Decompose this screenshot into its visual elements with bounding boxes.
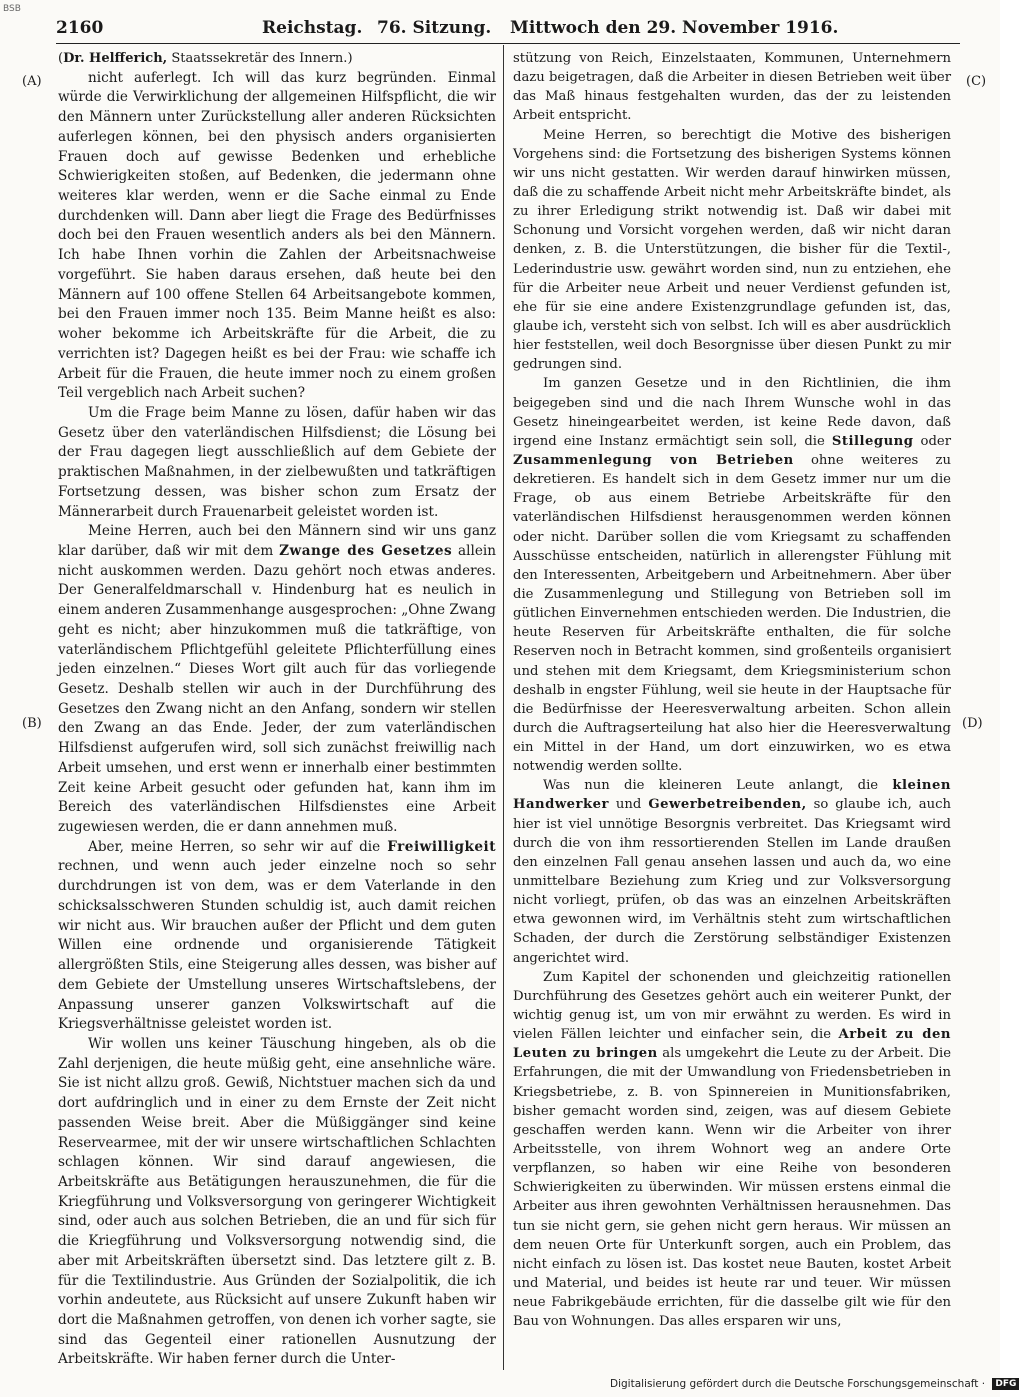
speaker-role: Staatssekretär des Innern.: [171, 51, 348, 66]
paragraph-text: Zum Kapitel der schonenden und gleichzeitig rationellen Durchführung des Gesetzes gehört auch ein weiterer Punkt, der wichtig genug ist, um von mir erwähnt zu werden. Es wird in vielen Fällen leichter und einfacher sein, die: [513, 969, 951, 1043]
emphasized-phrase: Gewerbetreibenden,: [648, 797, 807, 813]
paragraph-text: stützung von Reich, Einzelstaaten, Kommunen, Unternehmern dazu beigetragen, daß die Arbeiter in diesen Betrieben weit über das Maß hinaus festgehalten wurden, das der zu leistenden Arbeit entspricht.: [513, 51, 951, 124]
emphasized-phrase: Freiwilligkeit: [387, 838, 496, 855]
paragraph: [513, 374, 951, 776]
header-session: 76. Sitzung.: [377, 18, 492, 38]
emphasized-phrase: Arbeit zu den Leuten zu bringen: [513, 1027, 951, 1062]
paragraph-text: nicht auferlegt. Ich will das kurz begründen. Einmal würde die Verwirklichung der allgemeinen Hilfspflicht, die wir den Männern unter Zurückstellung aller anderen Rücksichten auferlegen können, bei den physisch anders organisierten Frauen doch auf gewisse Bedenken und erhebliche Schwierigkeiten stoßen, auf Bedenken, die jedermann ohne weiteres klar werden, wenn er die Sache einmal zu Ende durchdenken will. Dann aber liegt die Frage des Bedürfnisses doch bei den Frauen wesentlich anders als bei den Männern. Ich habe Ihnen vorhin die Zahlen der Arbeitsnachweise vorgeführt. Sie haben daraus ersehen, daß heute bei den Männern auf 100 offene Stellen 64 Arbeitsangebote kommen, bei den Frauen immer noch 135. Beim Manne heißt es also: woher bekomme ich Arbeitskräfte für die Arbeit, die zu verrichten ist? Dagegen heißt es bei der Frau: wie schaffe ich Arbeit für die Frauen, die heute immer noch zu einem großen Teil vergeblich nach Arbeit suchen?: [58, 69, 496, 402]
header-chamber: Reichstag.: [262, 18, 363, 38]
paragraph-text: ohne weiteres zu dekretieren. Es handelt sich in dem Gesetz immer nur um die Frage, ob aus einem Betriebe Arbeitskräfte für den vaterländischen Hilfsdienst herausgenommen werden können oder nicht. Darüber sollen die vom Kriegsamt zu schaffenden Ausschüsse entscheiden, natürlich in allerengster Fühlung mit den Interessenten, Arbeitgebern und Arbeitnehmern. Aber über die Zusammenlegung und Stillegung von Betrieben soll im gütlichen Einvernehmen entschieden werden. Die Industrien, die heute Reserven für Arbeitskräfte enthalten, die für solche Reserven noch in Betracht kommen, sind großenteils organisiert und stehen mit dem Kriegsamt, dem Kriegsministerium schon deshalb in engster Fühlung, weil sie heute in der Hauptsache für die Bedürfnisse der Heeresverwaltung arbeiten. Schon allein durch die Auftragserteilung hat also hier die Heeresverwaltung ein Mittel in der Hand, um dort einzuwirken, wo es etwa notwendig werden sollte.: [513, 452, 951, 775]
speaker-line: (Dr. Helfferich, Staatssekretär des Innern.): [58, 51, 353, 66]
paragraph: [58, 404, 496, 522]
column-divider: [503, 45, 504, 1370]
dfg-logo: DFG: [992, 1378, 1019, 1390]
margin-letter-b: (B): [22, 716, 42, 731]
paragraph-text: rechnen, und wenn auch jeder einzelne noch so sehr durchdrungen ist von dem, was er dem Vaterlande in den schicksalsschweren Stunden schuldig ist, auch damit reichen wir nicht aus. Wir brauchen außer der Pflicht und dem guten Willen eine ordnende und organisierende Tätigkeit allergrößten Stils, eine Steigerung alles dessen, was bisher auf dem Gebiete der Umstellung unseres Wirtschaftslebens, der Anpassung unserer ganzen Volkswirtschaft auf die Kriegsverhältnisse geleistet worden ist.: [58, 858, 496, 1033]
paragraph: [58, 522, 496, 838]
footer-credit: [610, 1378, 1019, 1390]
paragraph-text: Aber, meine Herren, so sehr wir auf die: [88, 838, 388, 855]
paragraph-text: oder: [913, 433, 951, 449]
emphasized-phrase: kleinen Handwerker: [513, 778, 951, 813]
paragraph-text: als umgekehrt die Leute zu der Arbeit. Die Erfahrungen, die mit der Umwandlung von Friedensbetrieben in Kriegsbetriebe, z. B. von Spinnereien in Munitionsfabriken, bisher gemacht worden sind, zeigen, was auf diesem Gebiete geschaffen werden kann. Wenn wir die Arbeiter von ihrer Arbeitsstelle, von ihrem Wohnort weg an andere Orte verpflanzen, so haben wir eine Reihe von besonderen Schwierigkeiten zu überwinden. Wir müssen erstens einmal die Arbeiter aus ihren gewohnten Verhältnissen herausnehmen. Das tun sie nicht gern, sie gehen nicht gern heraus. Wir müssen an dem neuen Orte für Unterkunft sorgen, auch ein Problem, das nicht einfach zu lösen ist. Das kostet neue Bauten, kostet Arbeit und Material, und beides ist heute rar und teuer. Wir müssen neue Fabrikgebäude errichten, für die dasselbe gilt wie für den Bau von Wohnungen. Das alles ersparen wir uns,: [513, 1046, 951, 1330]
emphasized-phrase: Stillegung: [831, 433, 914, 449]
footer-text: Digitalisierung gefördert durch die Deutsche Forschungsgemeinschaft ·: [610, 1378, 986, 1390]
paragraph-text: so glaube ich, auch hier ist viel unnötige Besorgnis verbreitet. Das Kriegsamt wird durch die von ihm ressortierenden Stellen im Lande draußen den einzelnen Fall genau ansehen lassen und auch da, wo eine unmittelbare Beziehung zum Krieg und zur Volksversorgung nicht vorliegt, prüfen, ob das was an einzelnen Arbeitskräften etwa gewonnen wird, im Verhältnis steht zum wirtschaftlichen Schaden, der durch die Zerstörung selbständiger Existenzen angerichtet wird.: [513, 797, 951, 966]
page-number: 2160: [56, 18, 104, 38]
paragraph: [58, 1035, 496, 1370]
right-paragraphs: [513, 49, 951, 1331]
margin-letter-d: (D): [962, 716, 983, 731]
paragraph: [513, 776, 951, 967]
speaker-name: Dr. Helfferich,: [63, 51, 168, 66]
emphasized-phrase: Zwange des Gesetzes: [279, 542, 453, 559]
page-header: [56, 16, 960, 42]
left-column: [58, 49, 496, 1370]
paragraph: [58, 838, 496, 1035]
paragraph-text: allein nicht auskommen werden. Dazu gehört noch etwas anderes. Der Generalfeldmarschall v. Hindenburg hat es neulich in einem anderen Zusammenhange ausgesprochen: „Ohne Zwang geht es nicht; aber hinzukommen muß die tatkräftige, von vaterländischem Pflichtgefühl geleitete Pflichterfüllung eines jeden einzelnen.“ Dieses Wort gilt auch für das vorliegende Gesetz. Deshalb stellen wir auch in der Durchführung des Gesetzes den Zwang nicht an den Anfang, sondern wir stellen den Zwang an das Ende. Jeder, der zum vaterländischen Hilfsdienst aufgerufen wird, soll sich zunächst freiwillig nach Arbeit umsehen, und erst wenn er innerhalb einer bestimmten Zeit keine Arbeit gesucht oder gefunden hat, kann ihm im Bereich des vaterländischen Hilfsdienstes eine Arbeit zugewiesen werden, die er dann annehmen muß.: [58, 542, 496, 836]
paragraph-text: Was nun die kleineren Leute anlangt, die: [543, 778, 893, 794]
margin-letter-c: (C): [966, 74, 987, 89]
paragraph-text: Meine Herren, so berechtigt die Motive des bisherigen Vorgehens sind: die Fortsetzung des bisherigen Systems können wir uns nicht gestatten. Wir werden darauf hinwirken müssen, daß die zu schaffende Arbeit nicht mehr Arbeitskräfte bindet, als zu ihrer Erledigung strikt notwendig ist. Daß wir dabei mit Schonung und Vorsicht vorgehen werden, daß wir nicht daran denken, z. B. die Unterstützungen, die bisher für die Textil-, Lederindustrie usw. gewährt worden sind, nun zu entziehen, ehe für die Arbeiter neue Arbeit und neuer Verdienst gefunden ist, ehe für sie eine andere Existenzgrundlage gefunden ist, das, glaube ich, versteht sich von selbst. Ich will es aber ausdrücklich hier feststellen, weil doch Besorgnisse über diesen Punkt zu mir gedrungen sind.: [513, 127, 951, 373]
paragraph-text: Wir wollen uns keiner Täuschung hingeben, als ob die Zahl derjenigen, die heute müßig geht, eine ansehnliche wäre. Sie ist nicht allzu groß. Gewiß, Nichtstuer machen sich da und dort aufdringlich und in einer zu dem Ernste der Zeit nicht passenden Weise breit. Aber die Müßiggänger sind keine Reservearmee, mit der wir unsere wirtschaftlichen Schlachten schlagen können. Wir sind darauf angewiesen, die Arbeitskräfte aus Betätigungen herauszunehmen, die für die Kriegführung und Volksversorgung von geringerer Wichtigkeit sind, oder auch aus solchen Betrieben, die an und für sich für die Kriegführung und Volksversorgung notwendig sind, die aber mit Arbeitskräften übersetzt sind. Das letztere gilt z. B. für die Textilindustrie. Aus Gründen der Sozialpolitik, die ich vorhin andeutete, aus Rücksicht auf unsere Zukunft haben wir dort die Maßnahmen getroffen, von denen ich vorher sagte, sie sind das Gegenteil einer rationellen Ausnutzung der Arbeitskräfte. Wir haben ferner durch die Unter-: [58, 1035, 496, 1368]
paragraph: [58, 69, 496, 404]
paragraph-text: Meine Herren, auch bei den Männern sind wir uns ganz klar darüber, daß wir mit dem: [58, 523, 496, 559]
paragraph: [513, 968, 951, 1332]
paragraph: [513, 49, 951, 126]
left-paragraphs: [58, 69, 496, 1370]
header-rule: [56, 43, 960, 44]
paragraph-text: und: [608, 797, 649, 813]
paragraph-text: Um die Frage beim Manne zu lösen, dafür haben wir das Gesetz über den vaterländischen Hilfsdienst; die Lösung bei der Frau dagegen liegt ausschließlich auf dem Gebiete der praktischen Maßnahmen, in der zielbewußten und tatkräftigen Fortsetzung dessen, was bisher schon zum Ersatz der Männerarbeit durch Frauenarbeit geleistet worden ist.: [58, 404, 496, 520]
margin-letter-a: (A): [22, 74, 42, 89]
header-date: Mittwoch den 29. November 1916.: [510, 18, 839, 38]
paragraph-text: Im ganzen Gesetze und in den Richtlinien, die ihm beigegeben sind und die nach Ihrem Wunsche wohl in das Gesetz hineingearbeitet werden, ist keine Rede davon, daß irgend eine Instanz ermächtigt sein soll, die: [513, 376, 951, 449]
emphasized-phrase: Zusammenlegung von Betrieben: [513, 452, 794, 468]
paragraph: [513, 126, 951, 375]
right-column: [513, 49, 951, 1331]
library-corner-mark: BSB: [3, 4, 21, 14]
